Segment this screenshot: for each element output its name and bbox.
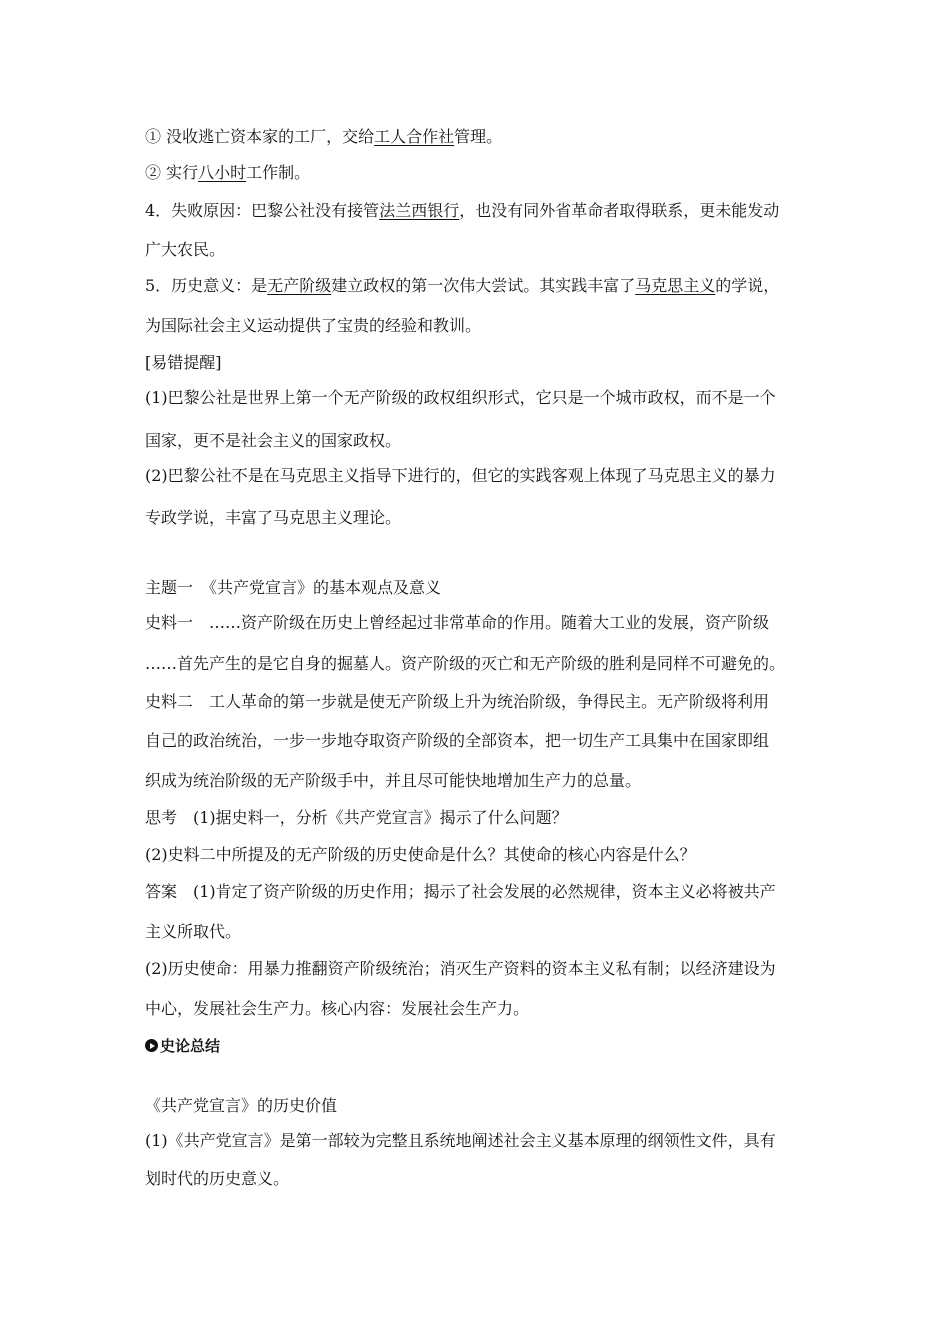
source-1-cont: ……首先产生的是它自身的掘墓人。资产阶级的灭亡和无产阶级的胜利是同样不可避免的。 [145,654,786,673]
source-1: 史料一 ……资产阶级在历史上曾经起过非常革命的作用。随着大工业的发展，资产阶级 [145,613,770,632]
reminder-2: (2)巴黎公社不是在马克思主义指导下进行的，但它的实践客观上体现了马克思主义的暴力 [145,466,776,485]
reminder-2-cont: 专政学说，丰富了马克思主义理论。 [145,508,402,527]
summary-badge: 史论总结 [145,1036,220,1056]
failure-reason-cont: 广大农民。 [145,240,226,259]
reminder-1-cont: 国家，更不是社会主义的国家政权。 [145,431,402,450]
blank-answer: 八小时 [198,163,247,182]
answer-2-cont: 中心，发展社会生产力。核心内容：发展社会生产力。 [145,999,530,1018]
reform-item-1: ① 没收逃亡资本家的工厂，交给工人合作社管理。 [145,127,503,146]
source-2-cont: 织成为统治阶级的无产阶级手中，并且尽可能快地增加生产力的总量。 [145,771,642,790]
blank-answer: 工人合作社 [374,127,455,146]
blank-answer: 法兰西银行 [379,201,460,220]
summary-point-1: (1)《共产党宣言》是第一部较为完整且系统地阐述社会主义基本原理的纲领性文件，具有 [145,1131,776,1150]
blank-answer: 马克思主义 [635,276,716,295]
answer-1: 答案 (1)肯定了资产阶级的历史作用；揭示了社会发展的必然规律，资本主义必将被共产 [145,882,776,901]
source-2: 史料二 工人革命的第一步就是使无产阶级上升为统治阶级，争得民主。无产阶级将利用 [145,692,770,711]
reform-item-2: ② 实行八小时工作制。 [145,163,311,182]
summary-title: 《共产党宣言》的历史价值 [145,1096,338,1115]
question-1: 思考 (1)据史料一，分析《共产党宣言》揭示了什么问题？ [145,808,568,827]
play-circle-icon [145,1039,158,1052]
reminder-1: (1)巴黎公社是世界上第一个无产阶级的政权组织形式，它只是一个城市政权，而不是一个 [145,388,776,407]
error-reminder-heading: [易错提醒] [145,353,222,372]
failure-reason: 4．失败原因：巴黎公社没有接管法兰西银行，也没有同外省革命者取得联系，更未能发动 [145,201,780,220]
blank-answer: 无产阶级 [267,276,332,295]
answer-1-cont: 主义所取代。 [145,922,242,941]
historical-significance-cont: 为国际社会主义运动提供了宝贵的经验和教训。 [145,316,482,335]
historical-significance: 5．历史意义：是无产阶级建立政权的第一次伟大尝试。其实践丰富了马克思主义的学说， [145,276,780,295]
summary-point-1-cont: 划时代的历史意义。 [145,1169,290,1188]
question-2: (2)史料二中所提及的无产阶级的历史使命是什么？其使命的核心内容是什么？ [145,845,696,864]
source-2-cont: 自己的政治统治，一步一步地夺取资产阶级的全部资本，把一切生产工具集中在国家即组 [145,731,770,750]
topic-heading: 主题一 《共产党宣言》的基本观点及意义 [145,578,442,597]
answer-2: (2)历史使命：用暴力推翻资产阶级统治；消灭生产资料的资本主义私有制；以经济建设为 [145,959,776,978]
